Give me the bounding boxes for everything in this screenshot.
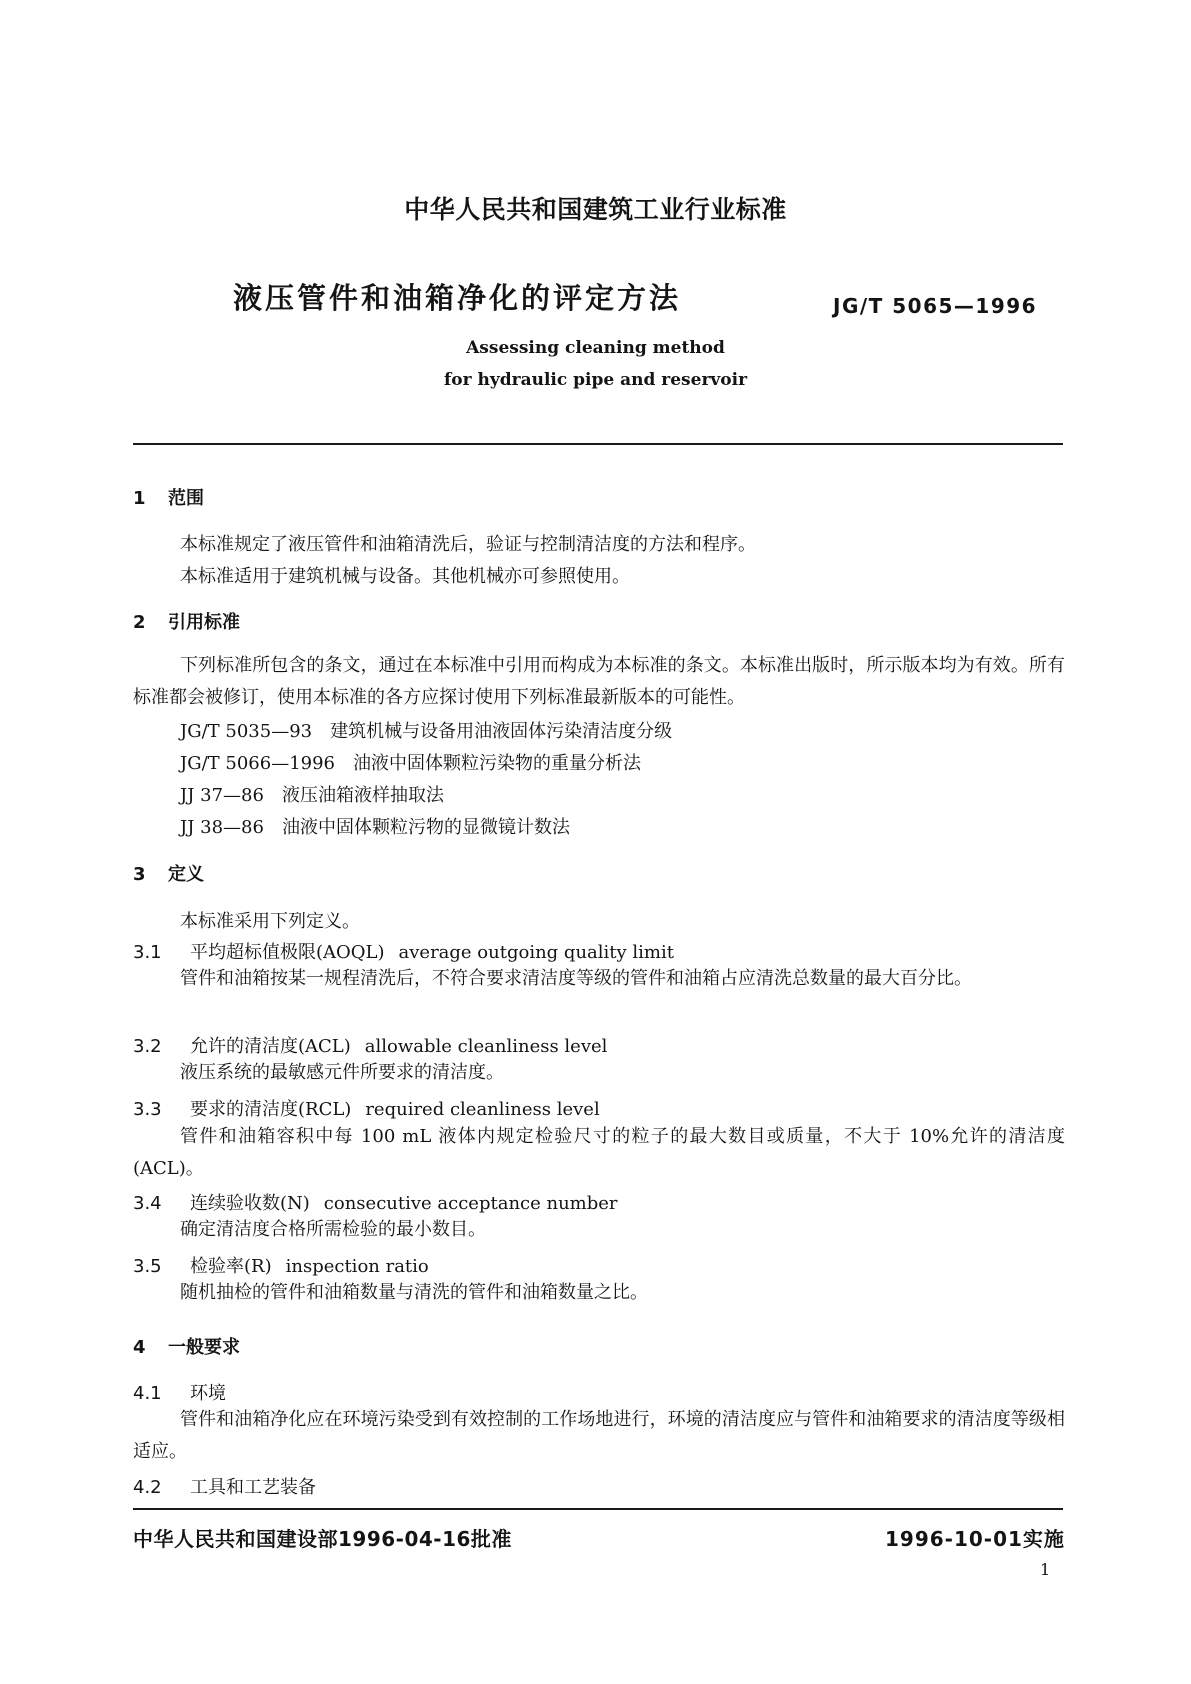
term-en: inspection ratio: [285, 1256, 429, 1277]
paragraph: 本标准适用于建筑机械与设备。其他机械亦可参照使用。: [180, 566, 630, 587]
clause-heading: [133, 1379, 226, 1405]
definition-text: 随机抽检的管件和油箱数量与清洗的管件和油箱数量之比。: [180, 1282, 648, 1303]
clause-number: 4.1: [133, 1383, 162, 1404]
section-heading-scope: [133, 484, 204, 510]
clause-number: 3.5: [133, 1256, 162, 1277]
paragraph: 管件和油箱净化应在环境污染受到有效控制的工作场地进行，环境的清洁度应与管件和油箱要求的清洁度等级相适应。: [133, 1409, 1065, 1462]
reference-item: [180, 717, 672, 743]
term-cn: 平均超标值极限(AOQL): [190, 942, 385, 963]
reference-title: 建筑机械与设备用油液固体污染清洁度分级: [330, 721, 673, 742]
term-cn: 允许的清洁度(ACL): [190, 1036, 351, 1057]
section-heading-definitions: [133, 860, 204, 886]
organization-title: 中华人民共和国建筑工业行业标准: [404, 195, 787, 224]
reference-code: JG/T 5035—93: [180, 721, 313, 742]
page-number: 1: [1040, 1560, 1051, 1579]
section-number: 2: [133, 612, 146, 633]
section-title: 范围: [168, 488, 204, 509]
clause-number: 4.2: [133, 1477, 162, 1498]
definition-term: [133, 938, 674, 964]
definition-term: [133, 1095, 600, 1121]
term-en: allowable cleanliness level: [364, 1036, 608, 1057]
definition-text: 液压系统的最敏感元件所要求的清洁度。: [180, 1062, 504, 1083]
reference-code: JG/T 5066—1996: [180, 753, 336, 774]
document-title-en-line2: for hydraulic pipe and reservoir: [443, 370, 748, 390]
reference-code: JJ 38—86: [180, 817, 264, 838]
document-title-en-line1: Assessing cleaning method: [466, 338, 725, 358]
section-number: 4: [133, 1337, 146, 1358]
header-divider: [133, 443, 1063, 445]
approval-info: 中华人民共和国建设部1996-04-16批准: [133, 1527, 512, 1551]
clause-number: 3.2: [133, 1036, 162, 1057]
paragraph: 本标准规定了液压管件和油箱清洗后，验证与控制清洁度的方法和程序。: [180, 534, 756, 555]
clause-number: 3.1: [133, 942, 162, 963]
reference-title: 液压油箱液样抽取法: [281, 785, 444, 806]
term-en: consecutive acceptance number: [323, 1193, 618, 1214]
section-heading-normative-references: [133, 608, 240, 634]
reference-item: [180, 749, 641, 775]
section-title: 定义: [168, 864, 204, 885]
term-en: required cleanliness level: [365, 1099, 600, 1120]
section-heading-general-requirements: [133, 1333, 240, 1359]
section-number: 3: [133, 864, 146, 885]
term-cn: 要求的清洁度(RCL): [190, 1099, 352, 1120]
paragraph: 下列标准所包含的条文，通过在本标准中引用而构成为本标准的条文。本标准出版时，所示版本均为有效。所有标准都会被修订，使用本标准的各方应探讨使用下列标准最新版本的可能性。: [133, 655, 1065, 708]
clause-number: 3.3: [133, 1099, 162, 1120]
implementation-date: 1996-10-01实施: [885, 1527, 1065, 1551]
reference-code: JJ 37—86: [180, 785, 264, 806]
document-title-cn: 液压管件和油箱净化的评定方法: [233, 281, 682, 315]
reference-item: [180, 813, 570, 839]
clause-number: 3.4: [133, 1193, 162, 1214]
clause-title: 工具和工艺装备: [190, 1477, 316, 1498]
paragraph: 本标准采用下列定义。: [180, 911, 360, 932]
term-cn: 检验率(R): [190, 1256, 272, 1277]
section-title: 一般要求: [168, 1337, 240, 1358]
definition-term: [133, 1252, 429, 1278]
term-en: average outgoing quality limit: [398, 942, 674, 963]
standard-code: JG/T 5065—1996: [833, 294, 1038, 318]
section-number: 1: [133, 488, 146, 509]
definition-text: 确定清洁度合格所需检验的最小数目。: [180, 1219, 486, 1240]
definition-text: 管件和油箱容积中每 100 mL 液体内规定检验尺寸的粒子的最大数目或质量，不大于 10%允许的清洁度(ACL)。: [133, 1126, 1065, 1179]
clause-title: 环境: [190, 1383, 226, 1404]
section-title: 引用标准: [168, 612, 240, 633]
footer-divider: [133, 1508, 1063, 1510]
reference-title: 油液中固体颗粒污物的显微镜计数法: [281, 817, 570, 838]
term-cn: 连续验收数(N): [190, 1193, 310, 1214]
definition-term: [133, 1032, 607, 1058]
definition-term: [133, 1189, 618, 1215]
definition-text: 管件和油箱按某一规程清洗后，不符合要求清洁度等级的管件和油箱占应清洗总数量的最大百分比。: [180, 968, 972, 989]
reference-item: [180, 781, 444, 807]
clause-heading: [133, 1473, 316, 1499]
reference-title: 油液中固体颗粒污染物的重量分析法: [353, 753, 642, 774]
